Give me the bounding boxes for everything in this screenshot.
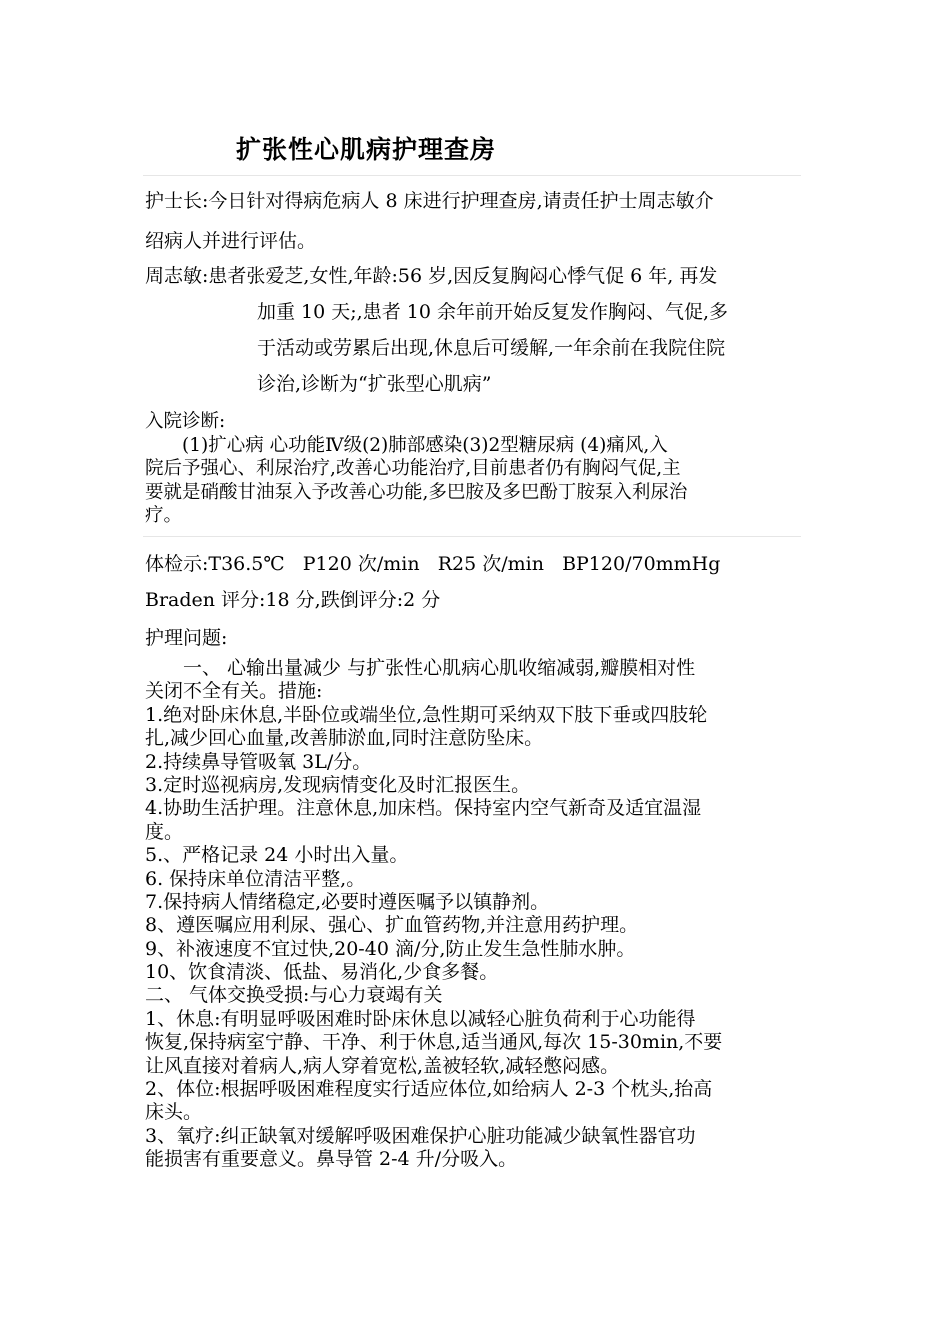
- intro-line: 护士长:今日针对得病危病人 8 床进行护理查房,请责任护士周志敏介: [145, 190, 714, 212]
- nursing-line: 关闭不全有关。措施:: [145, 680, 323, 703]
- intro-paragraph: [145, 181, 807, 261]
- admission-diagnosis: [145, 410, 807, 528]
- problems-heading: 护理问题:: [145, 627, 228, 649]
- admission-line: 要就是硝酸甘油泵入予改善心功能,多巴胺及多巴酚丁胺泵入利尿治: [145, 481, 688, 503]
- nursing-line: 5.、严格记录 24 小时出入量。: [145, 844, 409, 867]
- nursing-line: 9、补液速度不宜过快,20-40 滴/分,防止发生急性肺水肿。: [145, 937, 636, 960]
- presentation-line: 诊治,诊断为“扩张型心肌病”: [257, 373, 492, 395]
- nursing-line: 2、体位:根据呼吸困难程度实行适应体位,如给病人 2-3 个枕头,抬高: [145, 1078, 713, 1101]
- nursing-line: 能损害有重要意义。鼻导管 2-4 升/分吸入。: [145, 1148, 518, 1171]
- nursing-line: 扎,减少回心血量,改善肺淤血,同时注意防坠床。: [145, 727, 544, 750]
- nursing-line: 1、休息:有明显呼吸困难时卧床休息以减轻心脏负荷利于心功能得: [145, 1007, 696, 1030]
- intro-line: 绍病人并进行评估。: [145, 230, 317, 252]
- nursing-line: 4.协助生活护理。注意休息,加床档。保持室内空气新奇及适宜温湿: [145, 797, 702, 820]
- physical-exam: 体检示:T36.5℃ P120 次/min R25 次/min BP120/70mmHg: [145, 553, 721, 575]
- admission-line: (1)扩心病 心功能Ⅳ级(2)肺部感染(3)2型糖尿病 (4)痛风,入: [145, 434, 668, 456]
- nursing-line: 2.持续鼻导管吸氧 3L/分。: [145, 750, 372, 773]
- nursing-line: 床头。: [145, 1101, 203, 1124]
- admission-heading: 入院诊断:: [145, 411, 226, 432]
- nursing-line: 恢复,保持病室宁静、干净、利于休息,适当通风,每次 15-30min,不要: [145, 1031, 723, 1054]
- nursing-line: 8、遵医嘱应用利尿、强心、扩血管药物,并注意用药护理。: [145, 914, 639, 937]
- presentation-line: 于活动或劳累后出现,休息后可缓解,一年余前在我院住院: [257, 337, 726, 359]
- document-title: 扩张性心肌病护理查房: [236, 135, 497, 164]
- nursing-line: 1.绝对卧床休息,半卧位或端坐位,急性期可采纳双下肢下垂或四肢轮: [145, 703, 708, 726]
- risk-scores: Braden 评分:18 分,跌倒评分:2 分: [145, 589, 441, 611]
- nursing-line: 一、 心输出量减少 与扩张性心肌病心肌收缩减弱,瓣膜相对性: [145, 657, 696, 679]
- nursing-line: 7.保持病人情绪稳定,必要时遵医嘱予以镇静剂。: [145, 890, 550, 913]
- admission-line: 疗。: [145, 505, 183, 526]
- presentation-indented: [257, 294, 817, 402]
- nursing-line: 度。: [145, 820, 184, 843]
- nursing-line: 6. 保持床单位清洁平整,。: [145, 867, 366, 890]
- divider-top: [143, 175, 801, 176]
- nursing-line: 10、饮食清淡、低盐、易消化,少食多餐。: [145, 961, 499, 984]
- nursing-line: 让风直接对着病人,病人穿着宽松,盖被轻软,减轻憋闷感。: [145, 1054, 620, 1077]
- presentation-first-line: 周志敏:患者张爱芝,女性,年龄:56 岁,因反复胸闷心悸气促 6 年, 再发: [145, 265, 718, 287]
- nursing-line: 3、氧疗:纠正缺氧对缓解呼吸困难保护心脏功能减少缺氧性器官功: [145, 1124, 696, 1147]
- nursing-line: 3.定时巡视病房,发现病情变化及时汇报医生。: [145, 773, 531, 796]
- admission-line: 院后予强心、利尿治疗,改善心功能治疗,目前患者仍有胸闷气促,主: [145, 458, 681, 479]
- presentation-line: 加重 10 天;,患者 10 余年前开始反复发作胸闷、气促,多: [257, 301, 728, 323]
- nursing-measures: [145, 657, 815, 1172]
- divider-middle: [143, 536, 801, 537]
- nursing-line: 二、 气体交换受损:与心力衰竭有关: [145, 984, 443, 1007]
